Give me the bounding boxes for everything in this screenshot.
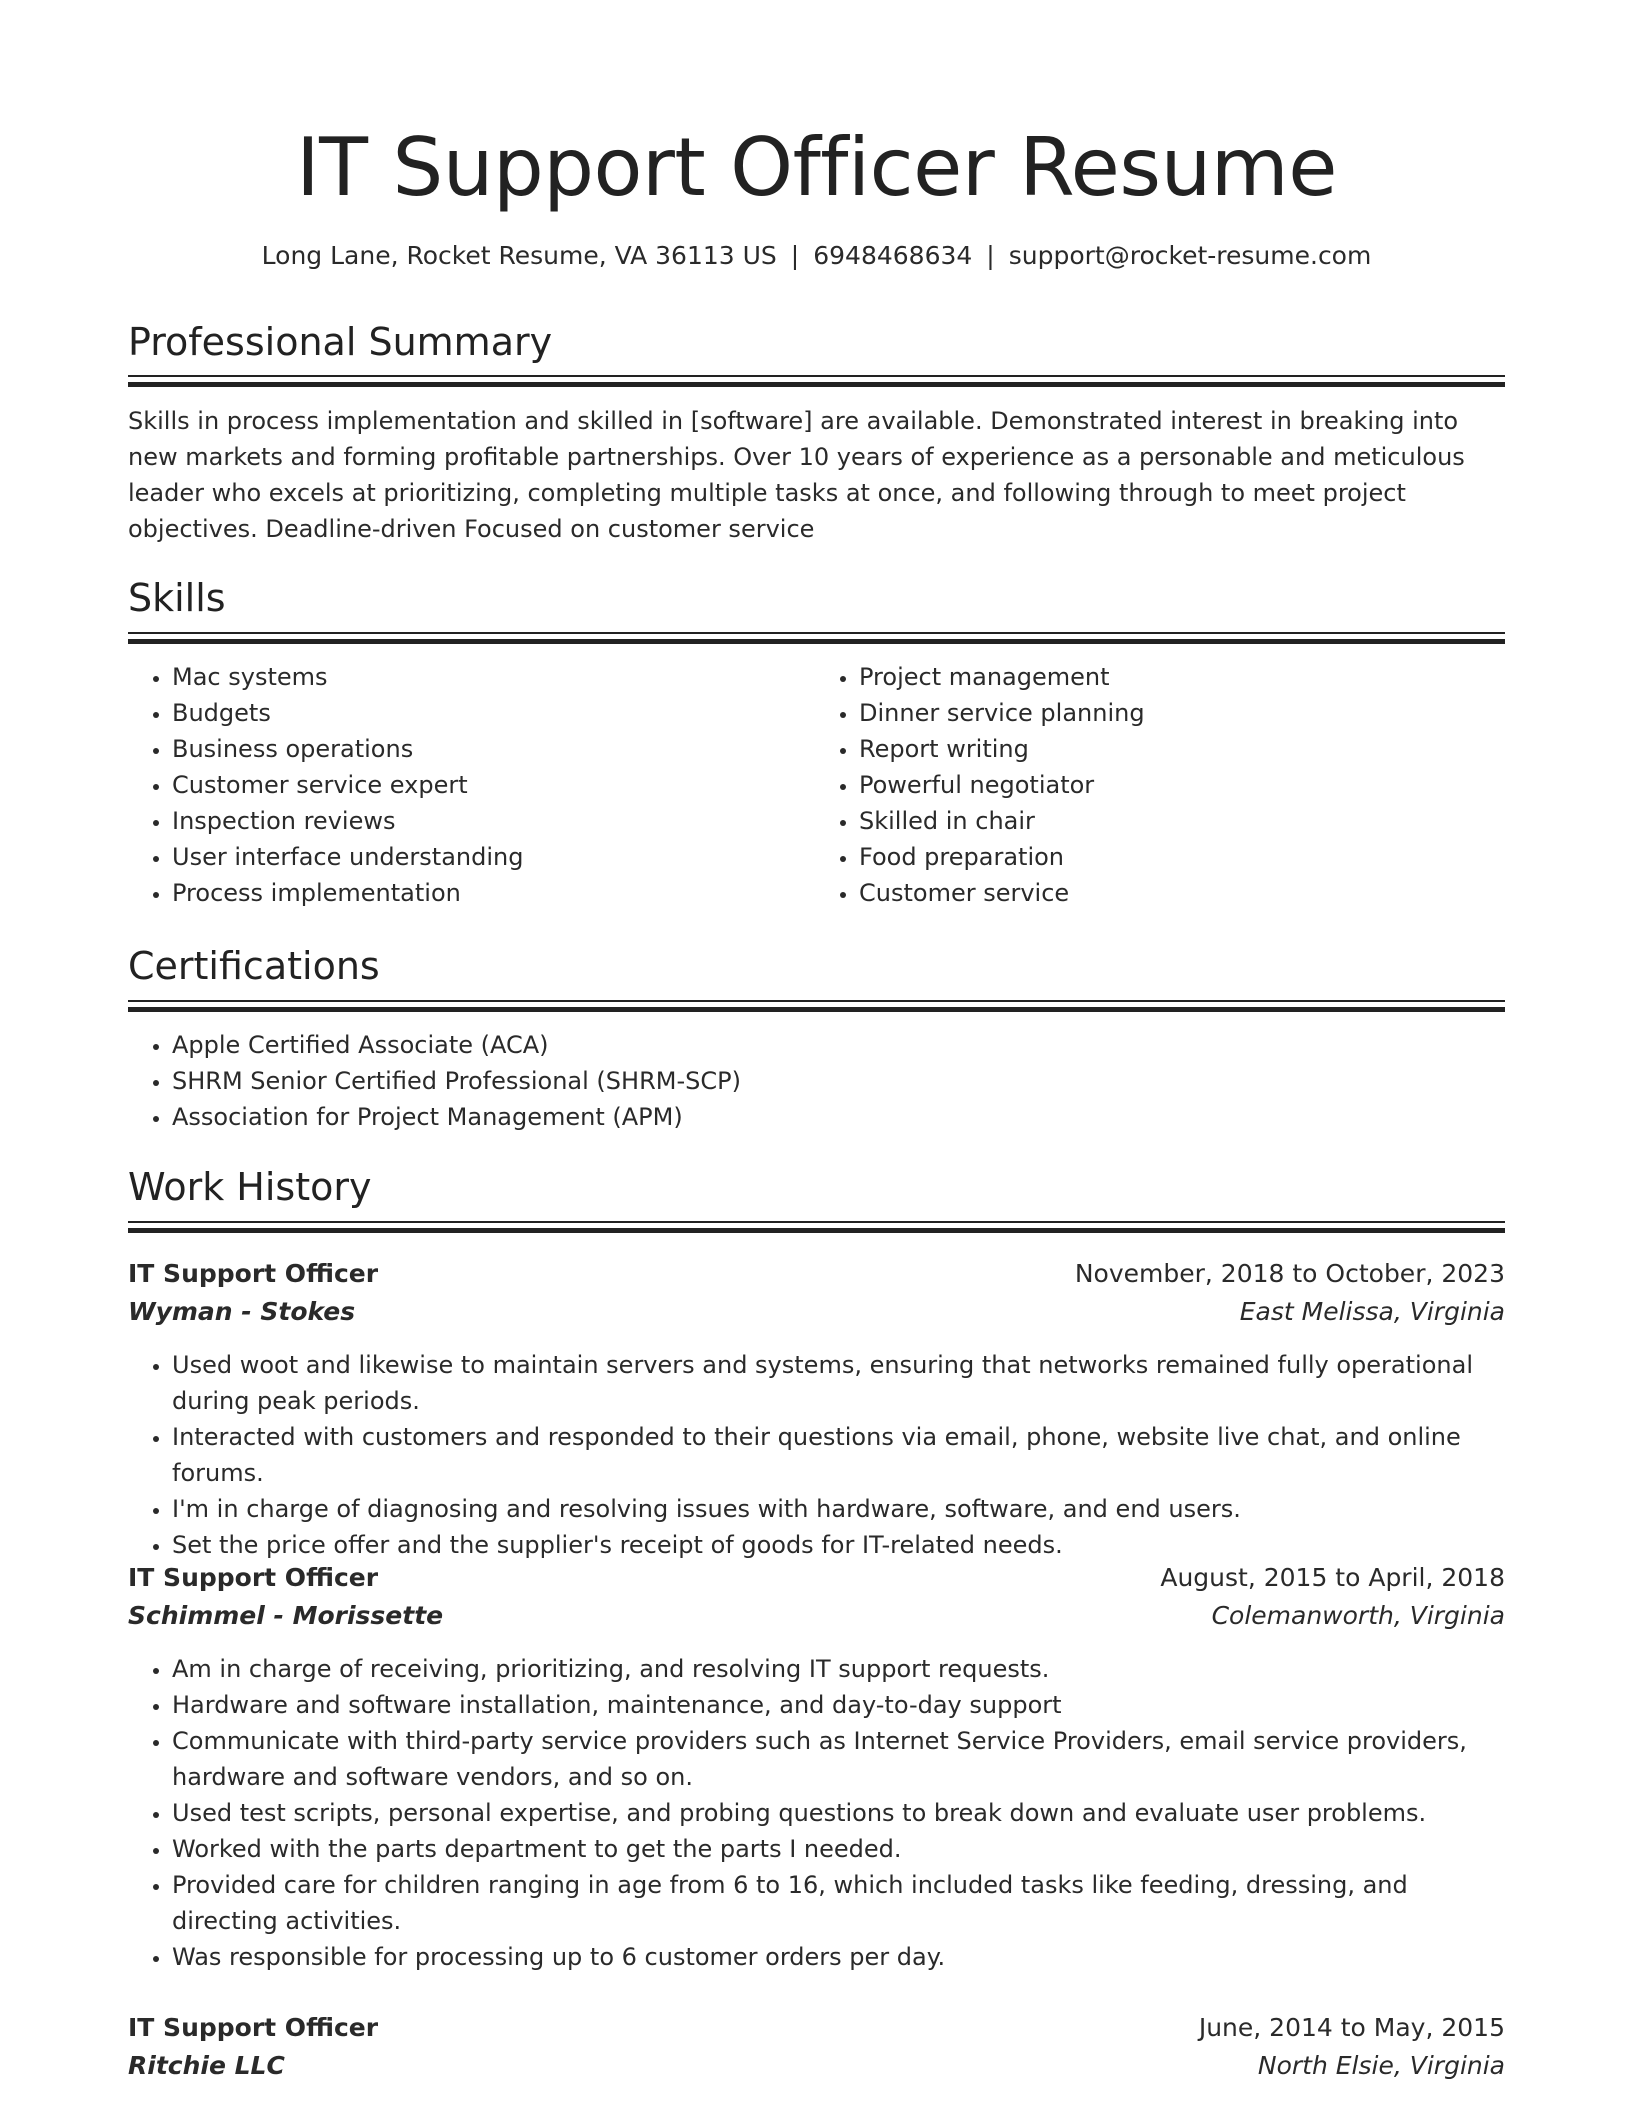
- skill-item: • Dinner service planning: [859, 695, 1505, 731]
- job-location: Colemanworth, Virginia: [1211, 1601, 1505, 1630]
- job-bullet: • Worked with the parts department to get the parts I needed.: [172, 1831, 1505, 1867]
- summary-heading: Professional Summary: [128, 320, 553, 364]
- job-company-row: [128, 1597, 1505, 1635]
- job-bullet: • Used woot and likewise to maintain servers and systems, ensuring that networks remained fully operational during peak periods.: [172, 1347, 1505, 1419]
- job-entry: [128, 1559, 1505, 1975]
- job-dates: November, 2018 to October, 2023: [1074, 1259, 1505, 1288]
- job-header-row: [128, 1255, 1505, 1293]
- summary-text: Skills in process implementation and skilled in [software] are available. Demonstrated interest in breaking into new markets and forming profitable partnerships. Over 10 years of experience as a personable and meticulous leader who excels at prioritizing, completing multiple tasks at once, and following through to meet project objectives. Deadline-driven Focused on customer service: [128, 407, 1465, 543]
- summary-divider: [128, 375, 1505, 388]
- job-bullet: • Set the price offer and the supplier's receipt of goods for IT-related needs.: [172, 1527, 1505, 1563]
- job-dates: August, 2015 to April, 2018: [1160, 1563, 1505, 1592]
- job-header-row: [128, 2009, 1505, 2047]
- job-entry: [128, 1255, 1505, 1563]
- job-bullet: • Am in charge of receiving, prioritizing, and resolving IT support requests.: [172, 1651, 1505, 1687]
- contact-line: [128, 238, 1505, 274]
- certifications-list: [128, 1027, 1505, 1135]
- job-bullet: • Interacted with customers and responded to their questions via email, phone, website live chat, and online forums.: [172, 1419, 1505, 1491]
- job-bullet: • Used test scripts, personal expertise, and probing questions to break down and evaluate user problems.: [172, 1795, 1505, 1831]
- skill-item: • Report writing: [859, 731, 1505, 767]
- skill-item: • Customer service expert: [172, 767, 818, 803]
- skills-heading: Skills: [128, 576, 226, 620]
- skill-item: • Budgets: [172, 695, 818, 731]
- job-company-row: [128, 2047, 1505, 2085]
- certification-item: • SHRM Senior Certified Professional (SHRM-SCP): [172, 1063, 1505, 1099]
- job-dates: June, 2014 to May, 2015: [1198, 2013, 1505, 2042]
- job-title: IT Support Officer: [128, 1563, 379, 1592]
- summary-section-header: [128, 317, 1505, 367]
- resume-title: IT Support Officer Resume: [296, 121, 1337, 214]
- contact-separator: |: [986, 241, 995, 270]
- certification-item: • Apple Certified Associate (ACA): [172, 1027, 1505, 1063]
- certifications-divider: [128, 1000, 1505, 1013]
- job-bullet: • Was responsible for processing up to 6 customer orders per day.: [172, 1939, 1505, 1975]
- certifications-heading: Certifications: [128, 944, 380, 988]
- job-entry: [128, 2009, 1505, 2085]
- skill-item: • Customer service: [859, 875, 1505, 911]
- skill-item: • Inspection reviews: [172, 803, 818, 839]
- job-title: IT Support Officer: [128, 1259, 379, 1288]
- skill-item: • Business operations: [172, 731, 818, 767]
- job-title: IT Support Officer: [128, 2013, 379, 2042]
- job-bullet: • I'm in charge of diagnosing and resolving issues with hardware, software, and end users.: [172, 1491, 1505, 1527]
- skill-item: • Project management: [859, 659, 1505, 695]
- contact-separator: |: [790, 241, 800, 270]
- work-heading: Work History: [128, 1165, 372, 1209]
- job-company: Schimmel - Morissette: [128, 1601, 444, 1630]
- contact-address: Long Lane, Rocket Resume, VA 36113 US: [261, 241, 777, 270]
- job-bullet: • Hardware and software installation, maintenance, and day-to-day support: [172, 1687, 1505, 1723]
- skill-item: • Powerful negotiator: [859, 767, 1505, 803]
- skills-list: [128, 659, 1505, 911]
- job-company: Ritchie LLC: [128, 2051, 285, 2080]
- job-bullets: [128, 1347, 1505, 1563]
- contact-email: support@rocket-resume.com: [1008, 241, 1372, 270]
- skill-item: • Skilled in chair: [859, 803, 1505, 839]
- work-section-header: [128, 1162, 1505, 1212]
- skill-item: • Food preparation: [859, 839, 1505, 875]
- skills-divider: [128, 632, 1505, 645]
- skills-column-left: [128, 659, 818, 911]
- job-location: East Melissa, Virginia: [1239, 1297, 1505, 1326]
- work-divider: [128, 1221, 1505, 1234]
- skill-item: • Process implementation: [172, 875, 818, 911]
- job-bullet: • Communicate with third-party service providers such as Internet Service Providers, email service providers, hardware and software vendors, and so on.: [172, 1723, 1505, 1795]
- contact-phone: 6948468634: [813, 241, 973, 270]
- job-bullet: • Provided care for children ranging in age from 6 to 16, which included tasks like feeding, dressing, and directing activities.: [172, 1867, 1505, 1939]
- skills-section-header: [128, 573, 1505, 623]
- job-bullets: [128, 1651, 1505, 1975]
- skills-column-right: [815, 659, 1505, 911]
- job-header-row: [128, 1559, 1505, 1597]
- job-location: North Elsie, Virginia: [1257, 2051, 1505, 2080]
- job-company: Wyman - Stokes: [128, 1297, 356, 1326]
- certifications-section-header: [128, 941, 1505, 991]
- certification-item: • Association for Project Management (APM): [172, 1099, 1505, 1135]
- job-company-row: [128, 1293, 1505, 1331]
- skill-item: • Mac systems: [172, 659, 818, 695]
- skill-item: • User interface understanding: [172, 839, 818, 875]
